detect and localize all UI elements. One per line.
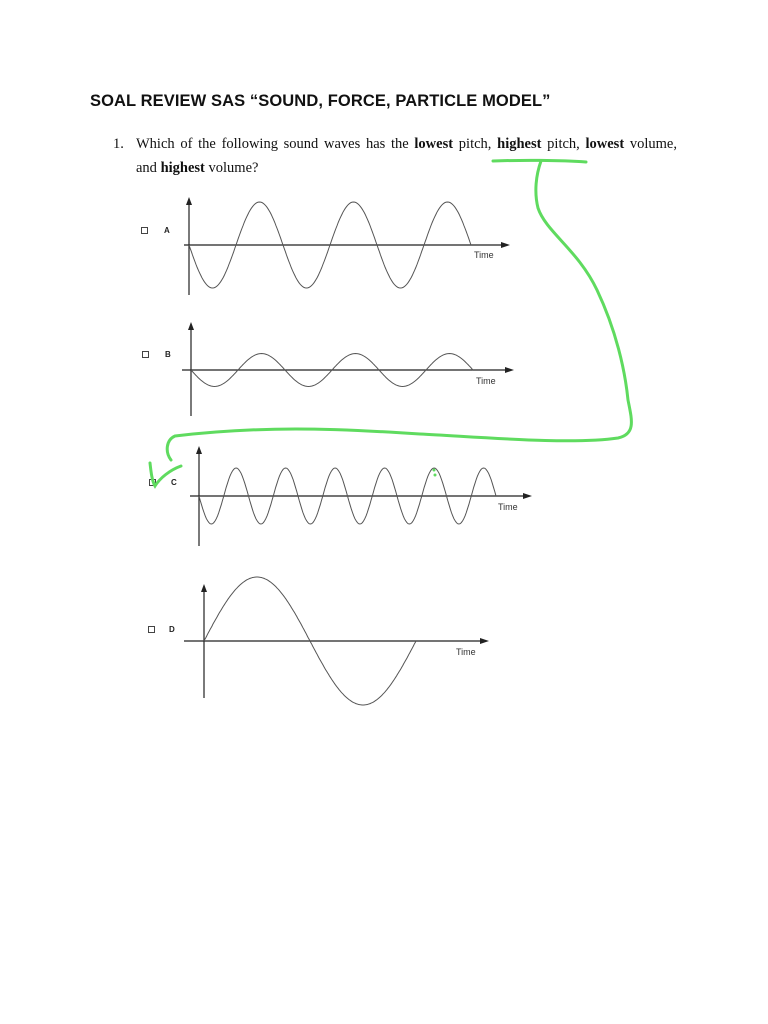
option-d-checkbox[interactable] [148, 626, 155, 633]
wave-option-b [140, 318, 520, 428]
wave-option-a [140, 192, 520, 302]
option-a-y-arrow [186, 197, 192, 205]
option-b-x-arrow [505, 367, 514, 373]
option-c-wave-graph [140, 440, 540, 552]
option-b-time-label: Time [476, 376, 496, 386]
option-d-time-label: Time [456, 647, 476, 657]
option-d-wave-graph [140, 576, 510, 716]
question-text-line-2: and highest volume? [136, 160, 259, 176]
option-c-time-label: Time [498, 502, 518, 512]
question-number: 1. [113, 136, 124, 152]
option-c-y-arrow [196, 446, 202, 454]
option-b-y-arrow [188, 322, 194, 330]
option-a-x-arrow [501, 242, 510, 248]
option-b-checkbox[interactable] [142, 351, 149, 358]
wave-option-d [140, 576, 510, 716]
option-c-x-arrow [523, 493, 532, 499]
annotation-underline [493, 160, 586, 162]
option-d-letter: D [169, 625, 175, 634]
option-a-time-label: Time [474, 250, 494, 260]
question-text-line-1: Which of the following sound waves has the lowest pitch, highest pitch, lowest volume, [136, 136, 677, 152]
option-a-wave-graph [140, 192, 520, 302]
wave-option-c [140, 440, 540, 552]
option-d-y-arrow [201, 584, 207, 592]
option-a-checkbox[interactable] [141, 227, 148, 234]
option-b-letter: B [165, 350, 171, 359]
option-d-x-arrow [480, 638, 489, 644]
page-title: SOAL REVIEW SAS “SOUND, FORCE, PARTICLE MODEL” [90, 92, 551, 110]
option-c-letter: C [171, 478, 177, 487]
option-c-checkbox[interactable] [149, 479, 156, 486]
option-a-letter: A [164, 226, 170, 235]
option-b-wave-graph [140, 318, 520, 428]
